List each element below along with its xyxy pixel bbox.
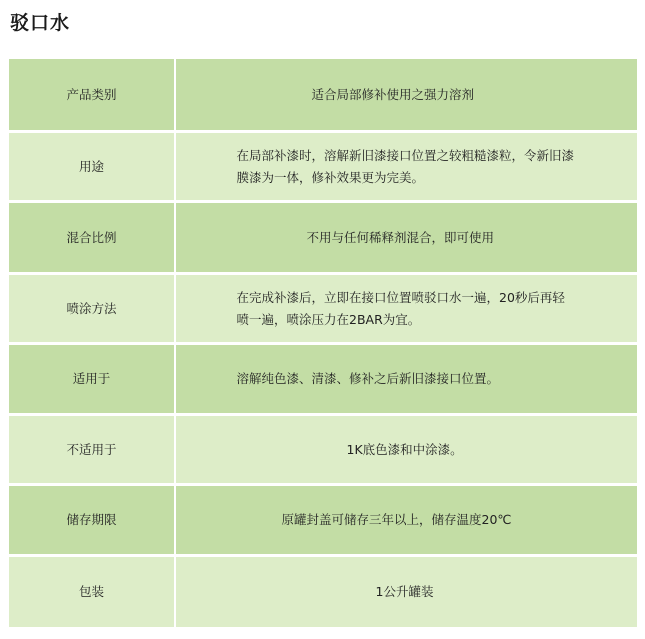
row-value-mixing-ratio <box>175 203 637 272</box>
row-label-storage-period: 储存期限 <box>9 486 175 554</box>
table-row <box>9 557 637 627</box>
row-value-suitable-for <box>175 345 637 413</box>
row-value-spray-method <box>175 275 637 342</box>
row-value-storage-period <box>175 486 637 554</box>
row-value-packaging-text: 1公升罐装 <box>375 584 434 599</box>
row-label-category: 产品类别 <box>9 59 175 130</box>
table-row <box>9 275 637 342</box>
table-row <box>9 416 637 483</box>
row-value-mixing-ratio-text: 不用与任何稀释剂混合，即可使用 <box>306 229 495 245</box>
row-value-category-text: 适合局部修补使用之强力溶剂 <box>311 86 475 102</box>
row-label-mixing-ratio: 混合比例 <box>9 203 175 272</box>
row-value-suitable-for-text: 溶解纯色漆、清漆、修补之后新旧漆接口位置。 <box>236 371 500 386</box>
row-label-not-suitable-for: 不适用于 <box>9 416 175 483</box>
table-row <box>9 59 637 130</box>
table-row <box>9 486 637 554</box>
product-spec-table <box>9 59 637 627</box>
row-label-spray-method: 喷涂方法 <box>9 275 175 342</box>
row-value-usage <box>175 133 637 200</box>
row-value-packaging <box>175 557 637 627</box>
table-row <box>9 203 637 272</box>
row-value-not-suitable-for-text: 1K底色漆和中涂漆。 <box>346 441 463 457</box>
row-value-category <box>175 59 637 130</box>
table-row <box>9 133 637 200</box>
row-value-spray-method-text: 在完成补漆后，立即在接口位置喷驳口水一遍，20秒后再轻喷一遍，喷涂压力在2BAR为宜。 <box>236 289 565 327</box>
row-value-not-suitable-for <box>175 416 637 483</box>
row-value-usage-text: 在局部补漆时，溶解新旧漆接口位置之较粗糙漆粒，令新旧漆膜漆为一体，修补效果更为完美。 <box>236 147 575 185</box>
row-label-usage: 用途 <box>9 133 175 200</box>
row-label-packaging: 包装 <box>9 557 175 627</box>
page-title: 驳口水 <box>10 12 71 34</box>
table-row <box>9 345 637 413</box>
row-value-storage-period-text: 原罐封盖可储存三年以上，储存温度20℃ <box>281 512 512 527</box>
row-label-suitable-for: 适用于 <box>9 345 175 413</box>
